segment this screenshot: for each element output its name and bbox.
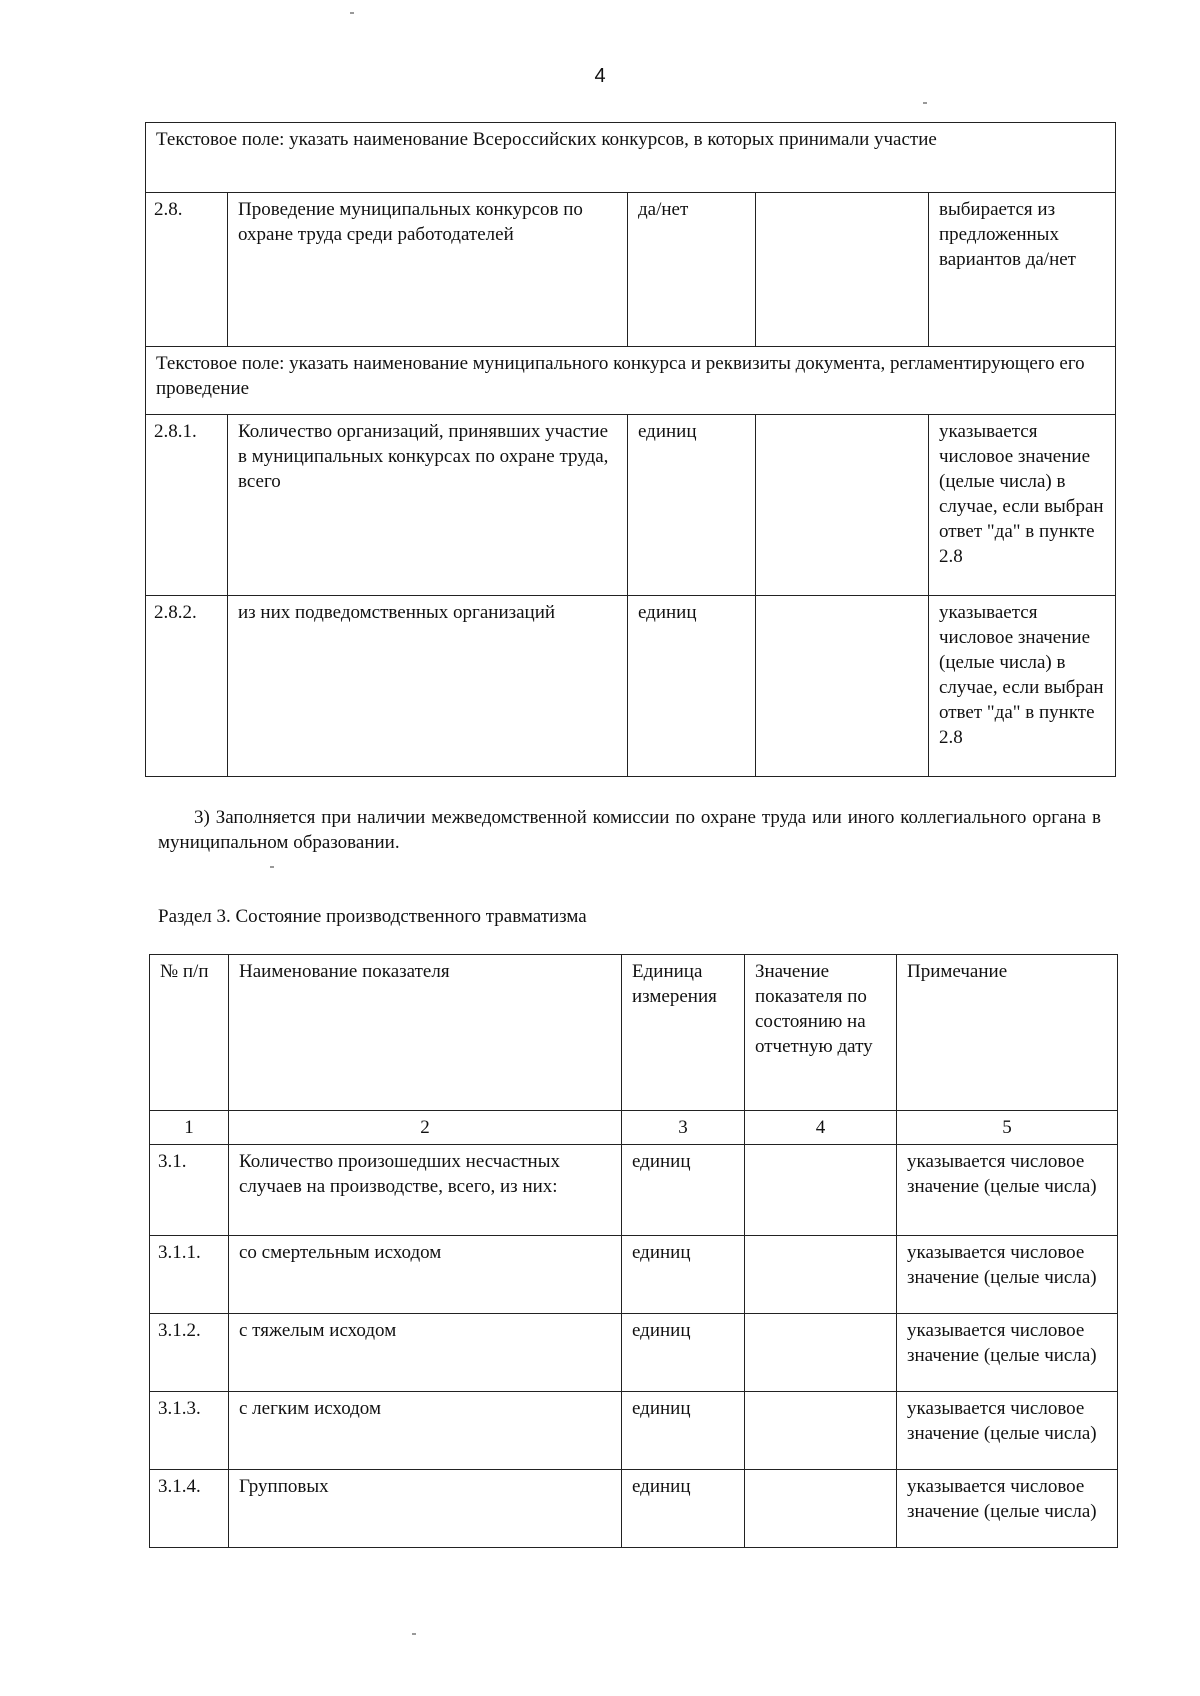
scan-speck <box>923 102 927 104</box>
row-number: 3.1. <box>150 1145 229 1236</box>
table-row <box>150 1392 1118 1470</box>
column-number: 5 <box>897 1111 1118 1145</box>
value-cell[interactable] <box>745 1145 897 1236</box>
table-row <box>146 415 1116 596</box>
note-cell: указывается числовое значение (целые числа) <box>897 1470 1118 1548</box>
indicators-table-continued <box>145 122 1116 777</box>
note-cell: указывается числовое значение (целые числа) <box>897 1145 1118 1236</box>
note-cell: указывается числовое значение (целые числа) <box>897 1392 1118 1470</box>
indicator-name: с тяжелым исходом <box>229 1314 622 1392</box>
value-cell[interactable] <box>745 1470 897 1548</box>
unit-cell: единиц <box>628 415 756 596</box>
value-cell[interactable] <box>745 1236 897 1314</box>
unit-cell: единиц <box>622 1314 745 1392</box>
note-cell: указывается числовое значение (целые числа) в случае, если выбран ответ "да" в пункте 2.8 <box>929 415 1116 596</box>
text-field-row <box>146 347 1116 415</box>
column-number: 1 <box>150 1111 229 1145</box>
unit-cell: да/нет <box>628 193 756 347</box>
scan-speck <box>412 1633 416 1635</box>
note-cell: указывается числовое значение (целые числа) <box>897 1236 1118 1314</box>
scan-speck <box>350 12 354 14</box>
value-cell[interactable] <box>745 1392 897 1470</box>
column-number-row <box>150 1111 1118 1145</box>
column-number: 2 <box>229 1111 622 1145</box>
value-cell[interactable] <box>756 596 929 777</box>
row-number: 3.1.4. <box>150 1470 229 1548</box>
note-cell: указывается числовое значение (целые числа) <box>897 1314 1118 1392</box>
scan-speck <box>270 866 274 868</box>
table-row <box>150 1470 1118 1548</box>
indicator-name: с легким исходом <box>229 1392 622 1470</box>
column-number: 3 <box>622 1111 745 1145</box>
indicator-name: Проведение муниципальных конкурсов по охране труда среди работодателей <box>228 193 628 347</box>
header-note: Примечание <box>897 955 1118 1111</box>
injury-indicators-table <box>149 954 1118 1548</box>
page-number: 4 <box>594 65 606 87</box>
unit-cell: единиц <box>628 596 756 777</box>
header-value: Значение показателя по состоянию на отчетную дату <box>745 955 897 1111</box>
table-row <box>146 193 1116 347</box>
unit-cell: единиц <box>622 1236 745 1314</box>
section-3-title: Раздел 3. Состояние производственного травматизма <box>158 906 587 927</box>
text-field-municipal-contest[interactable]: Текстовое поле: указать наименование муниципального конкурса и реквизиты документа, регламентирующего его проведение <box>146 347 1116 415</box>
row-number: 2.8.1. <box>146 415 228 596</box>
indicator-name: Количество организаций, принявших участие в муниципальных конкурсах по охране труда, всего <box>228 415 628 596</box>
value-cell[interactable] <box>745 1314 897 1392</box>
unit-cell: единиц <box>622 1470 745 1548</box>
value-cell[interactable] <box>756 193 929 347</box>
header-name: Наименование показателя <box>229 955 622 1111</box>
indicator-name: Групповых <box>229 1470 622 1548</box>
note-cell: выбирается из предложенных вариантов да/нет <box>929 193 1116 347</box>
table-row <box>150 1236 1118 1314</box>
unit-cell: единиц <box>622 1392 745 1470</box>
row-number: 3.1.2. <box>150 1314 229 1392</box>
commission-note-paragraph: 3) Заполняется при наличии межведомственной комиссии по охране труда или иного коллегиального органа в муниципальном образовании. <box>158 807 1101 853</box>
header-num: № п/п <box>150 955 229 1111</box>
indicator-name: из них подведомственных организаций <box>228 596 628 777</box>
text-field-row <box>146 123 1116 193</box>
table-row <box>150 1314 1118 1392</box>
unit-cell: единиц <box>622 1145 745 1236</box>
text-field-all-russian-contests[interactable]: Текстовое поле: указать наименование Всероссийских конкурсов, в которых принимали участие <box>146 123 1116 193</box>
table-row <box>150 1145 1118 1236</box>
row-number: 3.1.1. <box>150 1236 229 1314</box>
value-cell[interactable] <box>756 415 929 596</box>
column-number: 4 <box>745 1111 897 1145</box>
table-header-row <box>150 955 1118 1111</box>
note-cell: указывается числовое значение (целые числа) в случае, если выбран ответ "да" в пункте 2.8 <box>929 596 1116 777</box>
table-row <box>146 596 1116 777</box>
row-number: 3.1.3. <box>150 1392 229 1470</box>
row-number: 2.8. <box>146 193 228 347</box>
row-number: 2.8.2. <box>146 596 228 777</box>
indicator-name: Количество произошедших несчастных случаев на производстве, всего, из них: <box>229 1145 622 1236</box>
indicator-name: со смертельным исходом <box>229 1236 622 1314</box>
header-unit: Единица измерения <box>622 955 745 1111</box>
